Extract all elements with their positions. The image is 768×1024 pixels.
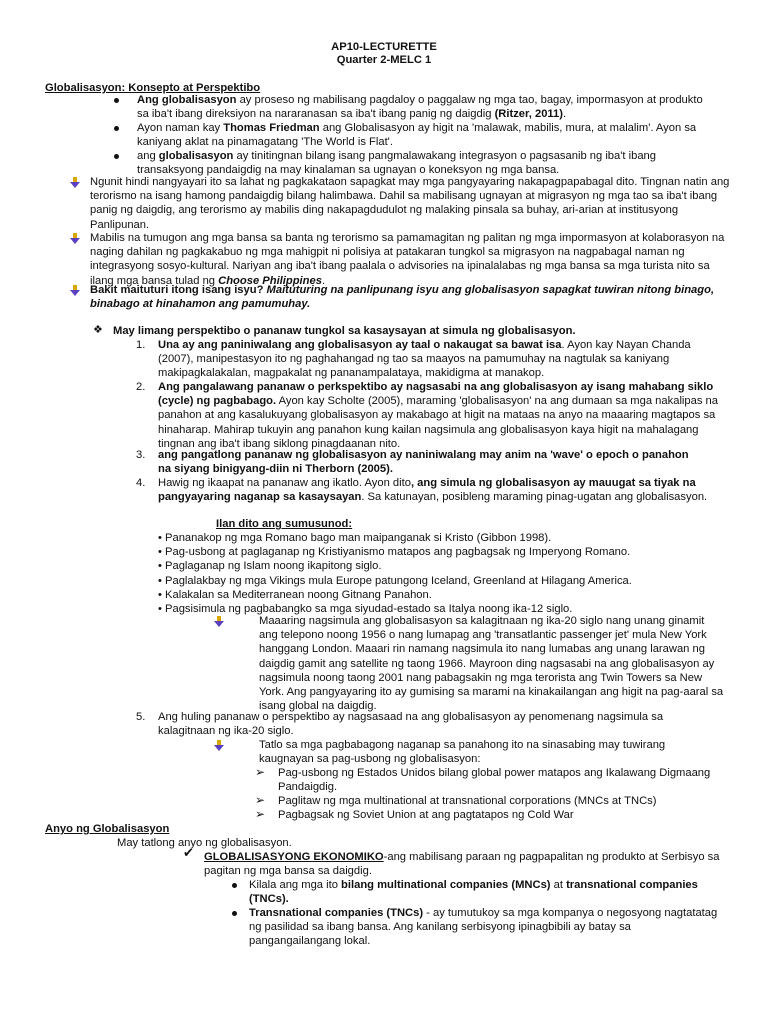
list-item: Paglitaw ng mga multinational at transnational corporations (MNCs at TNCs) [278,795,657,807]
ilan-list [158,531,718,616]
paragraph-bakit: Bakit maituturi itong isang isyu? Maituturing na panlipunang isyu ang globalisasyon sapagkat tuwiran nitong binago, binabago at hinahamon ang pamumuhay. [90,284,715,311]
paragraph-pagtugon: Mabilis na tumugon ang mga bansa sa banta ng terorismo sa pamamagitan ng palitan ng mga impormasyon at kolaborasyon na naging dahilan ng pagkakabuo ng mga mahigpit ni polisiya at patakaran tungkol sa migrasyon na nagpabagal naman ng integrasyong sosyo-kultural. Nariyan ang iba't ibang paalala o advisories na ipinalalabas ng mga bansa sa mga turista nito sa ilang mga bansa tulad ng Choose Philippines. [90,232,725,287]
down-arrow-icon [70,177,80,188]
paragraph-terorismo: Ngunit hindi nangyayari ito sa lahat ng pagkakataon sapagkat may mga pangyayaring nakapagpapabagal dito. Tingnan natin ang terorismo na isang hamong pandaigdig bilang halimbawa. Dahil sa mabilisang ugnayan at migrasyon ng mga tao sa iba't ibang panig ng daigdig, ang terorismo ay mabilis ding nakapagdudulot ng malaking pinsala sa buhay, ari-arian at institusyong Panlipunan. [90,176,730,231]
list-number: 2. [136,381,146,393]
list-number: 5. [136,711,146,723]
right-arrowhead-icon: ➢ [255,807,266,821]
bullet-dot [114,126,119,131]
list-item: • Paglalakbay ng mga Vikings mula Europe patungong Iceland, Greenland at Hilagang America. [158,574,632,587]
bullet-dot [114,98,119,103]
list-item: Pagbagsak ng Soviet Union at ang pagtatapos ng Cold War [278,809,574,821]
ekonomiko-paragraph: GLOBALISASYONG EKONOMIKO-ang mabilisang paraan ng pagpapalitan ng produkto at Serbisyo sa pagitan ng mga bansa sa daigdig. [204,851,720,878]
bullet-item-2: Ayon naman kay Thomas Friedman ang Globalisasyon ay higit na 'malawak, mabilis, mura, at malalim'. Ayon sa kaniyang aklat na pinamagatang 'The World is Flat'. [137,122,697,149]
perspective-item-1: Una ay ang paniniwalang ang globalisasyon ay taal o nakaugat sa bawat isa. Ayon kay Nayan Chanda (2007), manipestasyon ito ng paghahangad ng tao sa maayos na pamumuhay na nagtulak sa kaniyang makipagkalakalan, magpakalat ng pananampalataya, makidigma at manakop. [158,339,691,380]
down-arrow-icon [70,285,80,296]
right-arrowhead-icon: ➢ [255,765,266,779]
list-number: 4. [136,477,146,489]
down-arrow-icon [70,233,80,244]
right-arrowhead-icon: ➢ [255,793,266,807]
kilala-item: Kilala ang mga ito bilang multinational companies (MNCs) at transnational companies (TNCs). [249,879,698,906]
list-item: Pag-usbong ng Estados Unidos bilang global power matapos ang Ikalawang Digmaang Pandaigdig. [278,767,711,794]
bullet-dot [232,911,237,916]
perspectives-intro: May limang perspektibo o pananaw tungkol sa kasaysayan at simula ng globalisasyon. [113,325,576,337]
list-item: • Pananakop ng mga Romano bago man maipanganak si Kristo (Gibbon 1998). [158,532,552,544]
list-item: • Kalakalan sa Mediterranean noong Gitnang Panahon. [158,588,432,601]
check-mark-icon: ✔ [183,845,194,860]
bullet-dot [232,883,237,888]
ilan-heading: Ilan dito ang sumusunod: [216,518,353,530]
list-item: • Paglaganap ng Islam noong ikapitong siglo. [158,560,382,573]
list-item: • Pag-usbong at paglaganap ng Kristiyanismo matapos ang pagbagsak ng Imperyong Romano. [158,546,631,559]
bullet-item-3: ang globalisasyon ay tinitingnan bilang isang pangmalawakang integrasyon o pagsasanib ng iba't ibang transaksyong pandaigdig na may kinalaman sa ugnayan o koneksyon ng mga bansa. [137,150,656,177]
tnc-item: Transnational companies (TNCs) - ay tumutukoy sa mga kompanya o negosyong nagtatatag ng pasilidad sa ibang bansa. Ang kanilang serbisyong ipinagbibili ay batay sa pangangailangang lokal. [249,907,718,948]
paragraph-tatlo: Tatlo sa mga pagbabagong naganap sa panahong ito na sinasabing may tuwirang kaugnayan sa pag-usbong ng globalisasyon: [259,739,666,766]
perspective-item-4: Hawig ng ikaapat na pananaw ang ikatlo. Ayon dito, ang simula ng globalisasyon ay mauugat sa tiyak na pangyayaring naganap sa kasaysayan. Sa katunayan, posibleng maraming pinag-ugatan ang globalisasyon. [158,477,708,504]
list-item: • Pagsisimula ng pagbabangko sa mga siyudad-estado sa Italya noong ika-12 siglo. [158,603,573,616]
section-heading-anyo: Anyo ng Globalisasyon [45,823,170,835]
bullet-item-1: Ang globalisasyon ay proseso ng mabilisang pagdaloy o paggalaw ng mga tao, bagay, impormasyon at produkto sa iba't ibang direksiyon na nararanasan sa iba't ibang panig ng daigdig (Ritzer, 2011). [137,94,703,121]
perspective-item-3: ang pangatlong pananaw ng globalisasyon ay naniniwalang may anim na 'wave' o epoch o panahon na siyang binigyang-diin ni Therborn (2005). [158,449,689,476]
document-title: AP10-LECTURETTE [331,41,437,53]
down-arrow-icon [214,616,224,627]
list-number: 3. [136,449,146,461]
section-heading-globalisasyon: Globalisasyon: Konsepto at Perspektibo [45,82,261,94]
list-number: 1. [136,339,146,351]
perspective-item-5: Ang huling pananaw o perspektibo ay nagsasaad na ang globalisasyon ay penomenang nagsimula sa kalagitnaan ng ika-20 siglo. [158,711,664,738]
paragraph-maaaring: Maaaring nagsimula ang globalisasyon sa kalagitnaan ng ika-20 siglo nang unang ginamit ang telepono noong 1956 o nang lumapag ang 'transatlantic passenger jet' mula New York hanggang London. Maaari rin namang nagsimula ito nang lumabas ang unang larawan ng daigdig gamit ang satellite ng taong 1966. Mayroon ding nagsasabi na ang globalisasyon ay nagsimula noong taong 2001 nang pabagsakin ng mga terorista ang Twin Towers sa New York. Ang pangyayaring ito ay gumising sa marami na kinakailangan ang higit na pag-aaral sa isang global na daigdig. [259,615,724,713]
bullet-dot [114,154,119,159]
document-subtitle: Quarter 2-MELC 1 [336,54,432,66]
down-arrow-icon [214,740,224,751]
perspective-item-2: Ang pangalawang pananaw o perkspektibo ay nagsasabi na ang globalisasyon ay isang mahabang siklo (cycle) ng pagbabago. Ayon kay Scholte (2005), maraming 'globalisasyon' na ang dumaan sa mga nakalipas na panahon at ang kasalukuyang globalisasyon ay makabago at higit na mataas na anyo na maaaring magtapos sa hinaharap. Mahirap tukuyin ang panahon kung kailan nagsimula ang globalisasyon kaya higit na mahalagang tingnan ang iba't ibang siklong pinagdaanan nito. [158,381,718,450]
diamond-bullet-icon: ❖ [93,324,103,336]
anyo-intro: May tatlong anyo ng globalisasyon. [117,837,292,849]
